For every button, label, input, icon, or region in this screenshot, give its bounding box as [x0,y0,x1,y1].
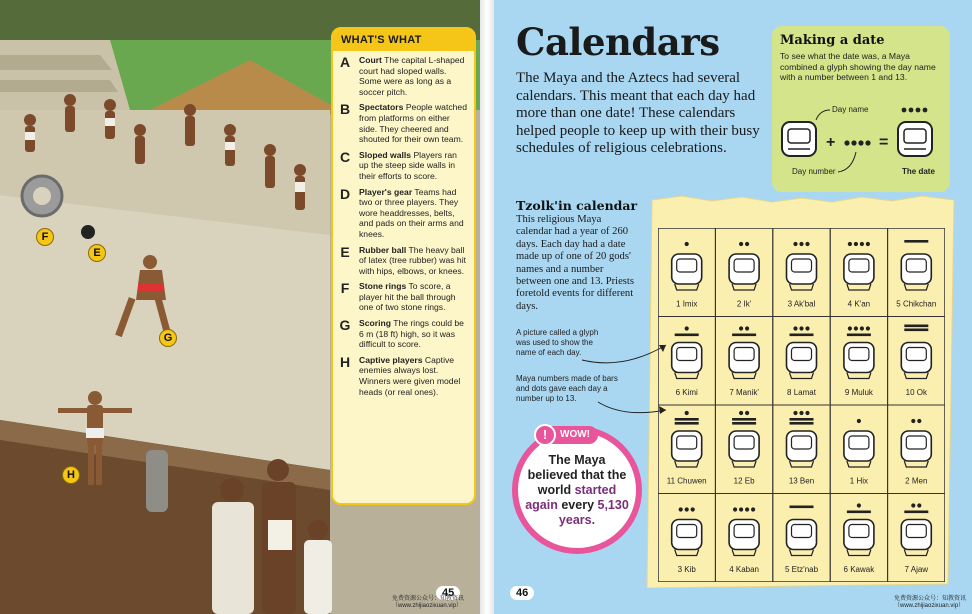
day-label: 12 Eb [733,476,755,486]
list-item [337,187,468,240]
day-cell [658,317,715,406]
numeral-dot [860,326,864,330]
day-label: 13 Ben [788,476,815,486]
item-letter: E [340,243,350,260]
numeral-dot [685,326,689,330]
day-glyph-icon [729,254,759,290]
whats-what-list [333,51,474,397]
day-cell [658,228,715,317]
numeral-bar [732,422,756,425]
item-letter: C [339,148,351,165]
day-label: 9 Muluk [844,388,873,397]
making-a-date-text: To see what the date was, a Maya combined a glyph showing the day name with a number between 1 and 13. [780,51,936,82]
item-term: Player's gear [359,186,413,197]
day-label: 10 Ok [905,388,927,397]
day-cell [830,494,887,583]
watermark-right: 免费资源公众号：知教资讯 （www.zhijiaozixuan.vip） [894,596,967,609]
day-glyph-icon [901,520,931,556]
sidebar-title: WHAT'S WHAT [333,29,474,51]
day-cell [888,405,945,494]
numeral-dot [745,326,749,330]
item-term: Sloped walls [359,149,412,160]
numeral-dot [857,419,861,423]
day-glyph-icon [729,343,759,379]
numeral-dot [805,326,809,330]
label-day-name: Day name [832,105,869,114]
numeral-dot [911,503,915,507]
day-name-glyph-icon [782,122,816,156]
numeral-bar [790,422,814,425]
numeral-dot [745,507,749,511]
item-desc: The capital L-shaped court had sloped walls. Some were as long as a soccer pitch. [359,55,465,97]
numeral-bar [904,325,928,328]
numeral-dot [799,326,803,330]
numeral-dot [733,507,737,511]
day-glyph-icon [672,431,702,467]
marker-g: G [159,329,177,347]
numeral-dot [745,411,749,415]
item-desc: People watched from platforms on either side. They cheered and shouted for their own team. [359,102,467,145]
numeral-bar [847,511,871,514]
item-term: Court [359,55,382,65]
day-label: 7 Ajaw [904,565,929,574]
item-letter: F [340,280,350,297]
item-term: Rubber ball [359,244,407,255]
page-title: Calendars [516,20,720,64]
numeral-bar [847,334,871,337]
day-cell [773,228,830,317]
day-glyph-icon [844,254,874,290]
numeral-bar [732,334,756,337]
label-day-number: Day number [792,167,836,176]
item-term: Captive players [359,354,423,365]
day-glyph-icon [787,254,817,290]
day-cell [715,405,772,494]
numeral-bar [675,418,699,421]
item-desc: The rings could be 6 m (18 ft) high, so it was difficult to score. [359,318,464,350]
day-cell [888,228,945,317]
page-gutter [480,0,494,614]
numeral-dot [854,242,858,246]
item-letter: G [339,317,351,334]
date-equation-diagram [772,102,950,192]
annotation-numbers: Maya numbers made of bars and dots gave each day a number up to 13. [516,374,618,403]
tzolkin-grid [658,228,945,582]
numeral-dot [793,242,797,246]
tzolkin-text: This religious Maya calendar had a year of 260 days. Each day had a date made up of one of 20 gods' names and a number between one and 13. Priests foretold events for different days. [516,214,634,312]
item-term: Stone rings [359,281,407,292]
day-cell [658,494,715,583]
day-label: 7 Manik' [729,388,759,397]
annotation-glyph: A picture called a glyph was used to show the name of each day. [516,328,599,357]
day-glyph-icon [901,431,931,467]
numeral-dot [848,326,852,330]
day-glyph-icon [844,520,874,556]
numeral-dot [739,242,743,246]
marker-f: F [36,228,54,246]
day-label: 5 Chikchan [896,299,937,309]
day-cell [888,494,945,583]
item-desc: The heavy ball of latex (tree rubber) was hit with hips, elbows, or knees. [359,244,466,276]
numeral-dot [745,242,749,246]
numeral-dot [917,503,921,507]
left-page [0,0,480,614]
day-label: 11 Chuwen [666,476,707,486]
tzolkin-title: Tzolk'in calendar [516,198,638,213]
page-number-left: 45 [436,586,460,600]
day-label: 4 Kaban [729,565,760,574]
day-label: 2 Men [905,476,928,486]
making-a-date-box [772,26,950,192]
day-glyph-icon [787,343,817,379]
day-label: 1 Imix [676,299,698,309]
numeral-bar [904,511,928,514]
numeral-dot [805,411,809,415]
item-letter: D [339,185,351,202]
numeral-dot [805,242,809,246]
day-label: 5 Etz'nab [784,565,819,574]
day-glyph-icon [729,520,759,556]
day-cell [773,494,830,583]
day-glyph-icon [901,343,931,379]
day-cell [888,317,945,406]
item-letter: B [339,101,351,118]
item-desc: Captive enemies always lost. Winners were given model heads (or real ones). [359,354,461,397]
watermark-left: 免费资源公众号：知教资讯 （www.zhijiaozixuan.vip） [392,596,465,609]
day-cell [773,317,830,406]
numeral-dot [799,411,803,415]
list-item [337,150,468,182]
numeral-dot [739,411,743,415]
list-item [337,102,468,144]
list-item [337,355,468,397]
day-label: 4 K'an [847,299,871,309]
day-cell [830,317,887,406]
numeral-dot [685,507,689,511]
item-term: Scoring [359,318,391,329]
day-label: 2 Ik' [736,299,752,309]
wow-bubble [512,426,642,554]
numeral-dot [751,507,755,511]
numeral-dot [917,419,921,423]
numeral-dot [860,242,864,246]
numeral-dot [739,326,743,330]
numeral-dot [848,242,852,246]
day-cell [830,405,887,494]
numeral-dot [793,326,797,330]
day-glyph-icon [672,254,702,290]
wow-tag: WOW! [538,426,598,444]
day-label: 3 Ak'bal [787,299,816,309]
day-label: 6 Kimi [675,388,698,397]
numeral-dot [857,503,861,507]
numeral-bar [732,418,756,421]
date-glyph-icon [898,108,932,156]
day-glyph-icon [844,431,874,467]
numeral-dot [911,419,915,423]
day-cell [715,317,772,406]
day-glyph-icon [729,431,759,467]
item-term: Spectators [359,102,404,113]
list-item [337,281,468,313]
item-desc: Players ran up the steep side walls in their efforts to score. [359,149,457,181]
item-letter: H [339,353,351,370]
day-glyph-icon [672,520,702,556]
day-label: 1 Hix [849,476,869,486]
whats-what-sidebar [331,27,476,505]
numeral-dot [793,411,797,415]
item-letter: A [339,54,351,70]
numeral-bar [790,334,814,337]
making-a-date-title: Making a date [780,33,885,48]
list-item [337,245,468,277]
day-glyph-icon [787,520,817,556]
exclamation-icon: ! [534,424,556,446]
wow-text: The Maya believed that the world started again every 5,130 years. [525,452,629,527]
day-glyph-icon [672,343,702,379]
dots-number-icon [844,140,870,145]
numeral-dot [691,507,695,511]
day-cell [773,405,830,494]
day-label: 6 Kawak [843,565,875,574]
numeral-bar [675,422,699,425]
numeral-dot [866,326,870,330]
day-cell [715,494,772,583]
plus-sign: + [826,134,836,151]
day-cell [715,228,772,317]
numeral-dot [685,242,689,246]
label-the-date: The date [902,167,935,176]
numeral-dot [866,242,870,246]
day-label: 3 Kib [677,565,696,574]
numeral-bar [904,240,928,243]
numeral-bar [904,329,928,332]
marker-h: H [62,466,80,484]
numeral-bar [675,334,699,337]
numeral-dot [739,507,743,511]
day-label: 8 Lamat [787,388,816,397]
day-glyph-icon [844,343,874,379]
right-page [494,0,972,614]
item-desc: Teams had two or three players. They wore headdresses, belts, and pads on their arms and knees. [359,186,464,239]
numeral-dot [799,242,803,246]
intro-text: The Maya and the Aztecs had several calendars. This meant that each day had more than one date! These calendars helped people to keep up with their busy schedules of religious celebrations. [516,70,760,156]
numeral-bar [790,506,814,509]
day-cell [830,228,887,317]
list-item [337,318,468,350]
day-cell [658,405,715,494]
item-desc: To score, a player hit the ball through one of two stone rings. [359,281,456,313]
numeral-bar [790,418,814,421]
page-number-right: 46 [510,586,534,600]
marker-e: E [88,244,106,262]
day-glyph-icon [901,254,931,290]
numeral-dot [854,326,858,330]
numeral-dot [679,507,683,511]
day-glyph-icon [787,431,817,467]
equals-sign: = [879,134,889,151]
numeral-dot [685,411,689,415]
list-item [337,55,468,97]
